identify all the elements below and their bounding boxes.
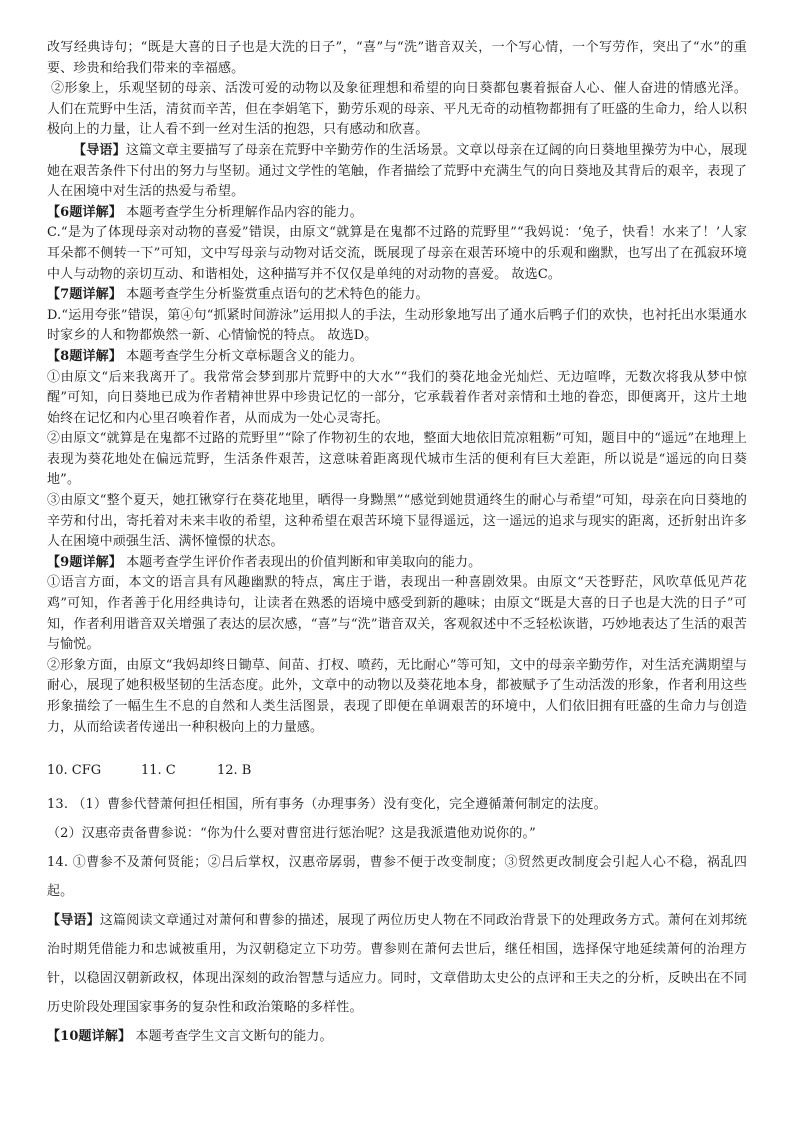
section-label: 【10题详解】 — [47, 1029, 132, 1044]
section-label: 【9题详解】 — [47, 554, 122, 570]
section-label: 【8题详解】 — [47, 348, 122, 364]
guide-paragraph: 【导语】这篇文章主要描写了母亲在荒野中辛勤劳作的生活场景。文章以母亲在辽阔的向日葵地里操劳为中心，展现她在艰苦条件下付出的努力与坚韧。通过文学性的笔触，作者描绘了荒野中充满生气的向日葵地及其背后的艰辛，表现了人在困境中对生活的热爱与希望。 — [47, 142, 747, 200]
section-label: 【导语】 — [47, 913, 100, 928]
question-heading: 【9题详解】 本题考查学生评价作者表现出的价值判断和审美取向的能力。 — [47, 554, 482, 570]
answer-paragraph: C.“是为了体现母亲对动物的喜爱”错误，由原文“就算是在鬼都不过路的荒野里”“我妈说：‘兔子，快看！水来了！’人家耳朵都不侧转一下”可知，文中写母亲与动物对话交流，既展现了母亲在艰苦环境中的乐观和幽默，也写出了在孤寂环境中人与动物的亲切互动、和谐相处，这种描写并不仅仅是单纯的对动物的喜爱。 故选C。 — [47, 225, 747, 282]
section-label: 【7题详解】 — [47, 287, 122, 303]
answer-paragraph: ②由原文“就算是在鬼都不过路的荒野里”“除了作物初生的农地，整面大地依旧荒凉粗粝”可知，题目中的“遥远”在地理上表现为葵花地处在偏远荒野，生活条件艰苦，这意味着距离现代城市生活的便利有巨大差距，所以说是“遥远的向日葵地”。 — [47, 431, 747, 488]
section-label: 【6题详解】 — [47, 204, 122, 220]
answer-paragraph: ②形象方面，由原文“我妈却终日锄草、间苗、打杈、喷药，无比耐心”等可知，文中的母亲辛勤劳作，对生活充满期望与耐心，展现了她积极坚韧的生活态度。此外，文章中的动物以及葵花地本身，都被赋予了生动活泼的形象，作者利用这些形象描绘了一幅生生不息的自然和人类生活图景，表现了即便在单调艰苦的环境中，人们依旧拥有旺盛的生命力与创造力，从而给读者传递出一种积极向上的力量感。 — [47, 657, 747, 735]
question-heading: 【7题详解】 本题考查学生分析鉴赏重点语句的艺术特色的能力。 — [47, 287, 429, 303]
answer-10: 10. CFG — [47, 763, 102, 778]
answer-paragraph: D.“运用夸张”错误，第④句“抓紧时间游泳”运用拟人的手法，生动形象地写出了通水后鸭子们的欢快，也衬托出水渠通水时家乡的人和物都焕然一新、心情愉悦的特点。 故选D。 — [47, 307, 747, 344]
lower-block — [47, 790, 747, 1051]
question-heading: 【8题详解】 本题考查学生分析文章标题含义的能力。 — [47, 348, 363, 364]
section-label: 【导语】 — [73, 142, 126, 158]
answer-keys — [47, 760, 747, 782]
answer-paragraph: ①语言方面，本文的语言具有风趣幽默的特点，寓庄于谐，表现出一种喜剧效果。由原文“天苍野茫，风吹草低见芦花鸡”可知，作者善于化用经典诗句，让读者在熟悉的语境中感受到新的趣味；由原文“既是大喜的日子也是大洗的日子”可知，作者利用谐音双关增强了表达的层次感，“喜”与“洗”谐音双关，客观叙述中不乏轻松诙谐，巧妙地表达了生活的艰苦与愉悦。 — [47, 575, 747, 653]
answer-key-line — [47, 760, 747, 782]
answer-11: 11. C — [141, 763, 176, 778]
answer-paragraph: （2）汉惠帝责备曹参说：“你为什么要对曹窋进行惩治呢？这是我派遣他劝说你的。” — [47, 826, 536, 841]
answer-paragraph: ②形象上，乐观坚韧的母亲、活泼可爱的动物以及象征理想和希望的向日葵都包裹着振奋人心、催人奋进的情感光泽。人们在荒野中生活，清贫而辛苦，但在李娟笔下，勤劳乐观的母亲、平凡无奇的动植物都拥有了旺盛的生命力，给人以积极向上的力量，让人看不到一丝对生活的抱怨，只有感动和欣喜。 — [47, 81, 747, 138]
upper-block — [47, 38, 747, 738]
answer-paragraph: ①由原文“后来我离开了。我常常会梦到那片荒野中的大水”“我们的葵花地金光灿烂、无边喧哗，无数次将我从梦中惊醒”可知，向日葵地已成为作者精神世界中珍贵记忆的一部分，它承载着作者对亲情和土地的眷恋，即便离开，这片土地始终在记忆和内心里召唤着作者，从而成为一处心灵寄托。 — [47, 369, 747, 426]
guide-paragraph: 【导语】这篇阅读文章通过对萧何和曹参的描述，展现了两位历史人物在不同政治背景下的处理政务方式。萧何在刘邦统治时期凭借能力和忠诚被重用，为汉朝稳定立下功劳。曹参则在萧何去世后，继任相国，选择保守地延续萧何的治理方针，以稳固汉朝新政权，体现出深刻的政治智慧与适应力。同时，文章借助太史公的点评和王夫之的分析，反映出在不同历史阶段处理国家事务的复杂性和政治策略的多样性。 — [47, 913, 747, 1015]
answer-paragraph: 13. （1）曹参代替萧何担任相国，所有事务（办理事务）没有变化，完全遵循萧何制定的法度。 — [47, 797, 607, 812]
answer-paragraph: 14. ①曹参不及萧何贤能；②吕后掌权，汉惠帝孱弱，曹参不便于改变制度；③贸然更改制度会引起人心不稳，祸乱四起。 — [47, 855, 747, 899]
question-heading: 【10题详解】 本题考查学生文言文断句的能力。 — [47, 1029, 333, 1044]
question-heading: 【6题详解】 本题考查学生分析理解作品内容的能力。 — [47, 204, 363, 220]
answer-12: 12. B — [217, 763, 252, 778]
answer-paragraph: 改写经典诗句；“既是大喜的日子也是大洗的日子”，“喜”与“洗”谐音双关，一个写心情，一个写劳作，突出了“水”的重要、珍贵和给我们带来的幸福感。 — [47, 40, 747, 76]
answer-paragraph: ③由原文“整个夏天，她扛锹穿行在葵花地里，晒得一身黝黑”“感觉到她贯通终生的耐心与希望”可知，母亲在向日葵地的辛劳和付出，寄托着对未来丰收的希望，这种希望在艰苦环境下显得遥远，这一遥远的追求与现实的距离，还折射出许多人在困境中顽强生活、满怀憧憬的状态。 — [47, 493, 747, 550]
